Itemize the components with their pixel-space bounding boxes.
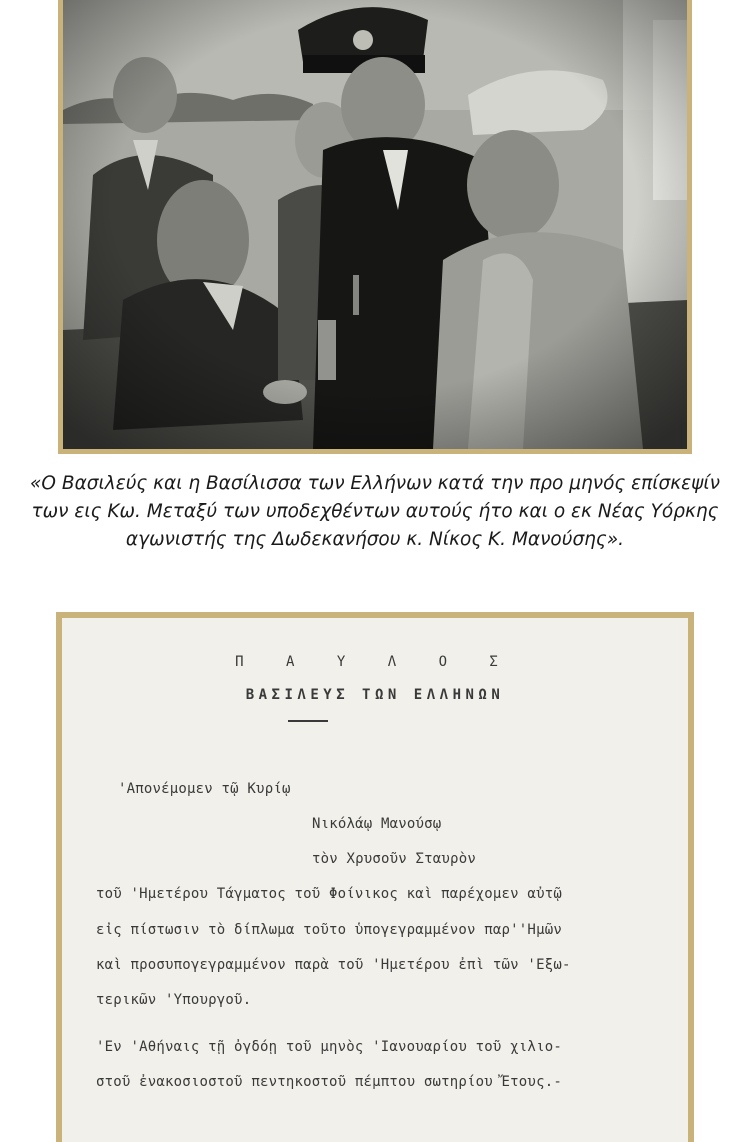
decree-line: τερικῶν 'Υπουργοῦ. [96, 992, 252, 1008]
decree-line: τοῦ 'Ημετέρου Τάγματος τοῦ Φοίνικος καὶ παρέχομεν αὐτῷ [96, 886, 562, 902]
caption-line: αγωνιστής της Δωδεκανήσου κ. Νίκος Κ. Μανούσης». [125, 529, 625, 550]
photograph-illustration [63, 0, 687, 449]
caption-line: των εις Κω. Μεταξύ των υποδεχθέντων αυτούς ήτο και ο εκ Νέας Υόρκης [31, 501, 719, 522]
decree-line: τὸν Χρυσοῦν Σταυρὸν [312, 851, 476, 867]
decree-line: 'Εν 'Αθήναις τῇ ὀγδόῃ τοῦ μηνὸς 'Ιανουαρίου τοῦ χιλιο- [96, 1039, 562, 1055]
royal-decree-document [62, 618, 688, 1142]
decree-line: στοῦ ἐνακοσιοστοῦ πεντηκοστοῦ πέμπτου σωτηρίου Ἔτους.- [96, 1074, 562, 1090]
caption-line: «Ο Βασιλεύς και η Βασίλισσα των Ελλήνων κατά την προ μηνός επίσκεψίν [30, 473, 720, 494]
decree-heading-title: ΒΑΣΙΛΕΥΣ ΤΩΝ ΕΛΛΗΝΩΝ [245, 687, 505, 703]
decree-line: 'Απονέμομεν τῷ Κυρίῳ [118, 781, 291, 797]
decree-heading-name: Π Α Υ Λ Ο Σ [235, 654, 515, 670]
photo-frame [58, 0, 692, 454]
decree-line: εἰς πίστωσιν τὸ δίπλωμα τοῦτο ὑπογεγραμμένον παρ''Ημῶν [96, 922, 562, 938]
heading-divider [288, 720, 328, 722]
decree-line: Νικόλάῳ Μανούσῳ [312, 816, 442, 832]
decree-line: καὶ προσυπογεγραμμένον παρὰ τοῦ 'Ημετέρου ἐπὶ τῶν 'Εξω- [96, 957, 571, 973]
photo-caption [10, 470, 740, 554]
document-frame [56, 612, 694, 1142]
historic-photograph [63, 0, 687, 449]
